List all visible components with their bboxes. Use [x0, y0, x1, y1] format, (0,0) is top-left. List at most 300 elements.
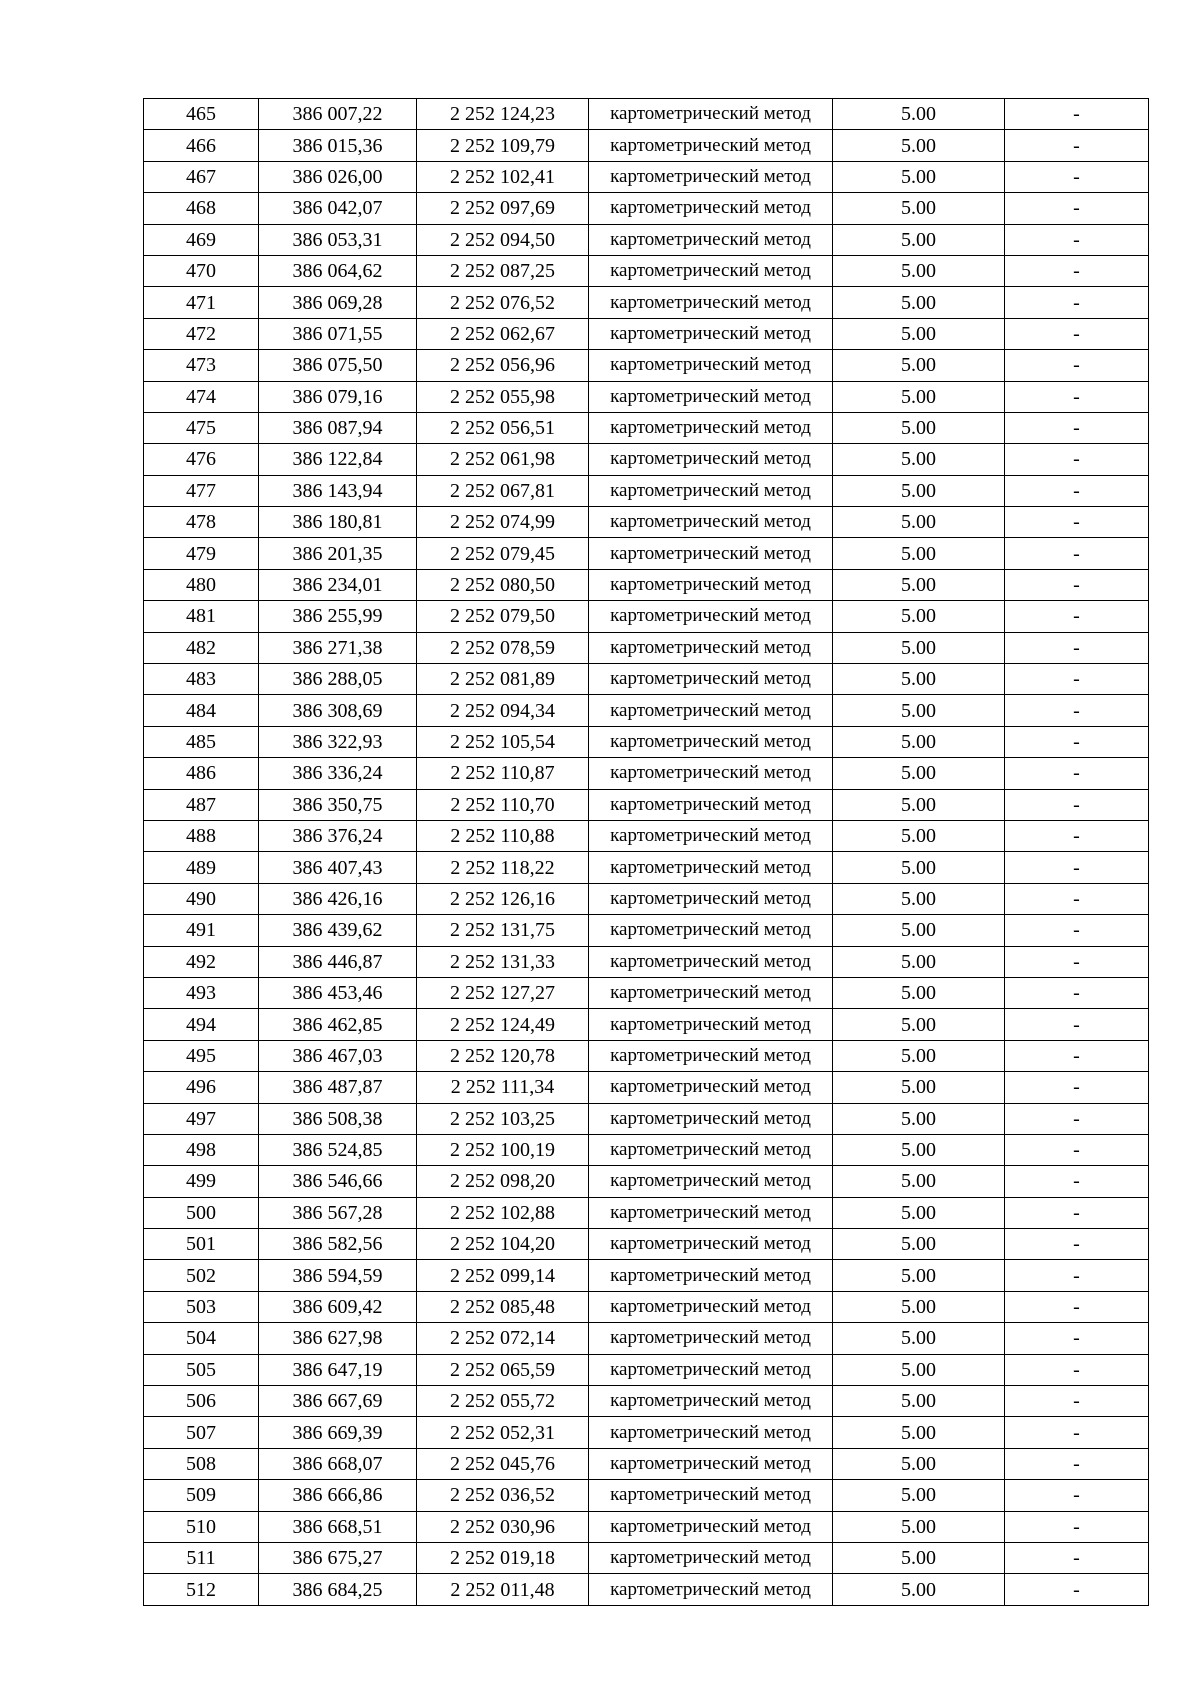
- y-coordinate-cell: 2 252 079,45: [417, 538, 589, 569]
- note-cell: -: [1005, 381, 1149, 412]
- method-cell: картометрический метод: [589, 664, 833, 695]
- method-cell: картометрический метод: [589, 977, 833, 1008]
- note-cell: -: [1005, 1260, 1149, 1291]
- y-coordinate-cell: 2 252 045,76: [417, 1448, 589, 1479]
- point-number-cell: 490: [144, 883, 259, 914]
- table-row: [144, 820, 1149, 851]
- point-number-cell: 485: [144, 726, 259, 757]
- accuracy-cell: 5.00: [833, 538, 1005, 569]
- method-cell: картометрический метод: [589, 1040, 833, 1071]
- y-coordinate-cell: 2 252 030,96: [417, 1511, 589, 1542]
- table-row: [144, 1354, 1149, 1385]
- method-cell: картометрический метод: [589, 318, 833, 349]
- point-number-cell: 504: [144, 1323, 259, 1354]
- x-coordinate-cell: 386 079,16: [259, 381, 417, 412]
- y-coordinate-cell: 2 252 056,51: [417, 412, 589, 443]
- x-coordinate-cell: 386 053,31: [259, 224, 417, 255]
- table-row: [144, 1260, 1149, 1291]
- table-row: [144, 1134, 1149, 1165]
- note-cell: -: [1005, 726, 1149, 757]
- accuracy-cell: 5.00: [833, 758, 1005, 789]
- table-row: [144, 726, 1149, 757]
- y-coordinate-cell: 2 252 052,31: [417, 1417, 589, 1448]
- y-coordinate-cell: 2 252 079,50: [417, 601, 589, 632]
- method-cell: картометрический метод: [589, 1511, 833, 1542]
- table-row: [144, 381, 1149, 412]
- method-cell: картометрический метод: [589, 507, 833, 538]
- x-coordinate-cell: 386 546,66: [259, 1166, 417, 1197]
- x-coordinate-cell: 386 143,94: [259, 475, 417, 506]
- y-coordinate-cell: 2 252 062,67: [417, 318, 589, 349]
- table-row: [144, 1009, 1149, 1040]
- point-number-cell: 468: [144, 193, 259, 224]
- point-number-cell: 507: [144, 1417, 259, 1448]
- accuracy-cell: 5.00: [833, 1197, 1005, 1228]
- note-cell: -: [1005, 1229, 1149, 1260]
- method-cell: картометрический метод: [589, 915, 833, 946]
- x-coordinate-cell: 386 026,00: [259, 161, 417, 192]
- x-coordinate-cell: 386 255,99: [259, 601, 417, 632]
- note-cell: -: [1005, 789, 1149, 820]
- coordinates-table: [143, 98, 1149, 1606]
- method-cell: картометрический метод: [589, 1103, 833, 1134]
- accuracy-cell: 5.00: [833, 99, 1005, 130]
- note-cell: -: [1005, 412, 1149, 443]
- y-coordinate-cell: 2 252 126,16: [417, 883, 589, 914]
- table-row: [144, 130, 1149, 161]
- y-coordinate-cell: 2 252 104,20: [417, 1229, 589, 1260]
- y-coordinate-cell: 2 252 061,98: [417, 444, 589, 475]
- table-row: [144, 1574, 1149, 1605]
- point-number-cell: 496: [144, 1072, 259, 1103]
- y-coordinate-cell: 2 252 094,50: [417, 224, 589, 255]
- note-cell: -: [1005, 1040, 1149, 1071]
- x-coordinate-cell: 386 647,19: [259, 1354, 417, 1385]
- x-coordinate-cell: 386 668,51: [259, 1511, 417, 1542]
- accuracy-cell: 5.00: [833, 569, 1005, 600]
- point-number-cell: 486: [144, 758, 259, 789]
- accuracy-cell: 5.00: [833, 1260, 1005, 1291]
- x-coordinate-cell: 386 064,62: [259, 255, 417, 286]
- note-cell: -: [1005, 1574, 1149, 1605]
- x-coordinate-cell: 386 508,38: [259, 1103, 417, 1134]
- note-cell: -: [1005, 915, 1149, 946]
- accuracy-cell: 5.00: [833, 1166, 1005, 1197]
- y-coordinate-cell: 2 252 131,75: [417, 915, 589, 946]
- point-number-cell: 470: [144, 255, 259, 286]
- method-cell: картометрический метод: [589, 883, 833, 914]
- x-coordinate-cell: 386 594,59: [259, 1260, 417, 1291]
- x-coordinate-cell: 386 234,01: [259, 569, 417, 600]
- point-number-cell: 469: [144, 224, 259, 255]
- point-number-cell: 510: [144, 1511, 259, 1542]
- y-coordinate-cell: 2 252 087,25: [417, 255, 589, 286]
- x-coordinate-cell: 386 487,87: [259, 1072, 417, 1103]
- method-cell: картометрический метод: [589, 1417, 833, 1448]
- x-coordinate-cell: 386 666,86: [259, 1480, 417, 1511]
- note-cell: -: [1005, 475, 1149, 506]
- x-coordinate-cell: 386 042,07: [259, 193, 417, 224]
- table-row: [144, 1323, 1149, 1354]
- point-number-cell: 488: [144, 820, 259, 851]
- x-coordinate-cell: 386 122,84: [259, 444, 417, 475]
- note-cell: -: [1005, 1166, 1149, 1197]
- y-coordinate-cell: 2 252 065,59: [417, 1354, 589, 1385]
- x-coordinate-cell: 386 609,42: [259, 1291, 417, 1322]
- accuracy-cell: 5.00: [833, 1040, 1005, 1071]
- table-row: [144, 1229, 1149, 1260]
- x-coordinate-cell: 386 453,46: [259, 977, 417, 1008]
- table-row: [144, 224, 1149, 255]
- note-cell: -: [1005, 193, 1149, 224]
- point-number-cell: 506: [144, 1386, 259, 1417]
- accuracy-cell: 5.00: [833, 161, 1005, 192]
- x-coordinate-cell: 386 439,62: [259, 915, 417, 946]
- x-coordinate-cell: 386 669,39: [259, 1417, 417, 1448]
- x-coordinate-cell: 386 288,05: [259, 664, 417, 695]
- y-coordinate-cell: 2 252 124,23: [417, 99, 589, 130]
- point-number-cell: 505: [144, 1354, 259, 1385]
- y-coordinate-cell: 2 252 109,79: [417, 130, 589, 161]
- table-row: [144, 193, 1149, 224]
- table-row: [144, 287, 1149, 318]
- accuracy-cell: 5.00: [833, 193, 1005, 224]
- note-cell: -: [1005, 161, 1149, 192]
- accuracy-cell: 5.00: [833, 632, 1005, 663]
- table-row: [144, 632, 1149, 663]
- method-cell: картометрический метод: [589, 758, 833, 789]
- point-number-cell: 484: [144, 695, 259, 726]
- accuracy-cell: 5.00: [833, 820, 1005, 851]
- table-row: [144, 1040, 1149, 1071]
- x-coordinate-cell: 386 350,75: [259, 789, 417, 820]
- point-number-cell: 465: [144, 99, 259, 130]
- point-number-cell: 479: [144, 538, 259, 569]
- accuracy-cell: 5.00: [833, 1354, 1005, 1385]
- y-coordinate-cell: 2 252 055,72: [417, 1386, 589, 1417]
- accuracy-cell: 5.00: [833, 1511, 1005, 1542]
- point-number-cell: 480: [144, 569, 259, 600]
- note-cell: -: [1005, 99, 1149, 130]
- note-cell: -: [1005, 852, 1149, 883]
- table-row: [144, 946, 1149, 977]
- note-cell: -: [1005, 946, 1149, 977]
- x-coordinate-cell: 386 582,56: [259, 1229, 417, 1260]
- x-coordinate-cell: 386 180,81: [259, 507, 417, 538]
- method-cell: картометрический метод: [589, 1323, 833, 1354]
- x-coordinate-cell: 386 667,69: [259, 1386, 417, 1417]
- table-row: [144, 412, 1149, 443]
- point-number-cell: 500: [144, 1197, 259, 1228]
- note-cell: -: [1005, 1448, 1149, 1479]
- method-cell: картометрический метод: [589, 538, 833, 569]
- note-cell: -: [1005, 1480, 1149, 1511]
- note-cell: -: [1005, 1511, 1149, 1542]
- x-coordinate-cell: 386 071,55: [259, 318, 417, 349]
- table-row: [144, 569, 1149, 600]
- accuracy-cell: 5.00: [833, 255, 1005, 286]
- y-coordinate-cell: 2 252 085,48: [417, 1291, 589, 1322]
- y-coordinate-cell: 2 252 110,70: [417, 789, 589, 820]
- x-coordinate-cell: 386 201,35: [259, 538, 417, 569]
- accuracy-cell: 5.00: [833, 664, 1005, 695]
- note-cell: -: [1005, 758, 1149, 789]
- point-number-cell: 487: [144, 789, 259, 820]
- y-coordinate-cell: 2 252 099,14: [417, 1260, 589, 1291]
- x-coordinate-cell: 386 675,27: [259, 1542, 417, 1573]
- table-row: [144, 664, 1149, 695]
- point-number-cell: 499: [144, 1166, 259, 1197]
- point-number-cell: 483: [144, 664, 259, 695]
- note-cell: -: [1005, 538, 1149, 569]
- accuracy-cell: 5.00: [833, 1386, 1005, 1417]
- point-number-cell: 492: [144, 946, 259, 977]
- note-cell: -: [1005, 224, 1149, 255]
- note-cell: -: [1005, 130, 1149, 161]
- method-cell: картометрический метод: [589, 789, 833, 820]
- method-cell: картометрический метод: [589, 1542, 833, 1573]
- point-number-cell: 495: [144, 1040, 259, 1071]
- note-cell: -: [1005, 1386, 1149, 1417]
- table-row: [144, 161, 1149, 192]
- table-row: [144, 507, 1149, 538]
- point-number-cell: 489: [144, 852, 259, 883]
- method-cell: картометрический метод: [589, 224, 833, 255]
- note-cell: -: [1005, 255, 1149, 286]
- x-coordinate-cell: 386 336,24: [259, 758, 417, 789]
- table-row: [144, 255, 1149, 286]
- method-cell: картометрический метод: [589, 1009, 833, 1040]
- table-row: [144, 1511, 1149, 1542]
- method-cell: картометрический метод: [589, 287, 833, 318]
- point-number-cell: 498: [144, 1134, 259, 1165]
- table-row: [144, 695, 1149, 726]
- point-number-cell: 466: [144, 130, 259, 161]
- accuracy-cell: 5.00: [833, 852, 1005, 883]
- note-cell: -: [1005, 883, 1149, 914]
- method-cell: картометрический метод: [589, 1480, 833, 1511]
- table-row: [144, 1197, 1149, 1228]
- note-cell: -: [1005, 350, 1149, 381]
- table-row: [144, 977, 1149, 1008]
- table-row: [144, 475, 1149, 506]
- note-cell: -: [1005, 1197, 1149, 1228]
- method-cell: картометрический метод: [589, 1448, 833, 1479]
- accuracy-cell: 5.00: [833, 946, 1005, 977]
- table-row: [144, 758, 1149, 789]
- method-cell: картометрический метод: [589, 601, 833, 632]
- table-row: [144, 1542, 1149, 1573]
- note-cell: -: [1005, 820, 1149, 851]
- table-row: [144, 1417, 1149, 1448]
- accuracy-cell: 5.00: [833, 287, 1005, 318]
- note-cell: -: [1005, 695, 1149, 726]
- accuracy-cell: 5.00: [833, 1072, 1005, 1103]
- table-row: [144, 1103, 1149, 1134]
- note-cell: -: [1005, 601, 1149, 632]
- method-cell: картометрический метод: [589, 1354, 833, 1385]
- y-coordinate-cell: 2 252 072,14: [417, 1323, 589, 1354]
- y-coordinate-cell: 2 252 110,88: [417, 820, 589, 851]
- y-coordinate-cell: 2 252 076,52: [417, 287, 589, 318]
- method-cell: картометрический метод: [589, 161, 833, 192]
- point-number-cell: 478: [144, 507, 259, 538]
- point-number-cell: 493: [144, 977, 259, 1008]
- y-coordinate-cell: 2 252 103,25: [417, 1103, 589, 1134]
- y-coordinate-cell: 2 252 094,34: [417, 695, 589, 726]
- x-coordinate-cell: 386 446,87: [259, 946, 417, 977]
- point-number-cell: 477: [144, 475, 259, 506]
- method-cell: картометрический метод: [589, 820, 833, 851]
- accuracy-cell: 5.00: [833, 1323, 1005, 1354]
- y-coordinate-cell: 2 252 131,33: [417, 946, 589, 977]
- method-cell: картометрический метод: [589, 99, 833, 130]
- table-row: [144, 789, 1149, 820]
- accuracy-cell: 5.00: [833, 318, 1005, 349]
- method-cell: картометрический метод: [589, 852, 833, 883]
- method-cell: картометрический метод: [589, 1134, 833, 1165]
- accuracy-cell: 5.00: [833, 224, 1005, 255]
- accuracy-cell: 5.00: [833, 695, 1005, 726]
- note-cell: -: [1005, 1134, 1149, 1165]
- accuracy-cell: 5.00: [833, 1542, 1005, 1573]
- y-coordinate-cell: 2 252 081,89: [417, 664, 589, 695]
- note-cell: -: [1005, 287, 1149, 318]
- method-cell: картометрический метод: [589, 1166, 833, 1197]
- point-number-cell: 509: [144, 1480, 259, 1511]
- table-row: [144, 444, 1149, 475]
- note-cell: -: [1005, 569, 1149, 600]
- note-cell: -: [1005, 1542, 1149, 1573]
- point-number-cell: 473: [144, 350, 259, 381]
- accuracy-cell: 5.00: [833, 1417, 1005, 1448]
- method-cell: картометрический метод: [589, 444, 833, 475]
- table-row: [144, 538, 1149, 569]
- y-coordinate-cell: 2 252 118,22: [417, 852, 589, 883]
- x-coordinate-cell: 386 007,22: [259, 99, 417, 130]
- table-row: [144, 1072, 1149, 1103]
- note-cell: -: [1005, 507, 1149, 538]
- accuracy-cell: 5.00: [833, 1291, 1005, 1322]
- point-number-cell: 508: [144, 1448, 259, 1479]
- table-row: [144, 601, 1149, 632]
- note-cell: -: [1005, 1103, 1149, 1134]
- point-number-cell: 512: [144, 1574, 259, 1605]
- method-cell: картометрический метод: [589, 412, 833, 443]
- point-number-cell: 503: [144, 1291, 259, 1322]
- note-cell: -: [1005, 632, 1149, 663]
- y-coordinate-cell: 2 252 111,34: [417, 1072, 589, 1103]
- accuracy-cell: 5.00: [833, 1448, 1005, 1479]
- method-cell: картометрический метод: [589, 946, 833, 977]
- accuracy-cell: 5.00: [833, 1480, 1005, 1511]
- point-number-cell: 467: [144, 161, 259, 192]
- table-row: [144, 350, 1149, 381]
- accuracy-cell: 5.00: [833, 1103, 1005, 1134]
- note-cell: -: [1005, 1009, 1149, 1040]
- x-coordinate-cell: 386 376,24: [259, 820, 417, 851]
- y-coordinate-cell: 2 252 100,19: [417, 1134, 589, 1165]
- method-cell: картометрический метод: [589, 1229, 833, 1260]
- method-cell: картометрический метод: [589, 1386, 833, 1417]
- method-cell: картометрический метод: [589, 381, 833, 412]
- method-cell: картометрический метод: [589, 350, 833, 381]
- accuracy-cell: 5.00: [833, 444, 1005, 475]
- point-number-cell: 481: [144, 601, 259, 632]
- x-coordinate-cell: 386 462,85: [259, 1009, 417, 1040]
- accuracy-cell: 5.00: [833, 977, 1005, 1008]
- y-coordinate-cell: 2 252 011,48: [417, 1574, 589, 1605]
- table-row: [144, 852, 1149, 883]
- accuracy-cell: 5.00: [833, 789, 1005, 820]
- point-number-cell: 474: [144, 381, 259, 412]
- table-row: [144, 883, 1149, 914]
- point-number-cell: 472: [144, 318, 259, 349]
- method-cell: картометрический метод: [589, 695, 833, 726]
- y-coordinate-cell: 2 252 120,78: [417, 1040, 589, 1071]
- x-coordinate-cell: 386 684,25: [259, 1574, 417, 1605]
- method-cell: картометрический метод: [589, 569, 833, 600]
- y-coordinate-cell: 2 252 110,87: [417, 758, 589, 789]
- accuracy-cell: 5.00: [833, 381, 1005, 412]
- coordinates-table-body: [144, 99, 1149, 1606]
- note-cell: -: [1005, 1417, 1149, 1448]
- accuracy-cell: 5.00: [833, 1574, 1005, 1605]
- y-coordinate-cell: 2 252 105,54: [417, 726, 589, 757]
- y-coordinate-cell: 2 252 097,69: [417, 193, 589, 224]
- table-row: [144, 1166, 1149, 1197]
- x-coordinate-cell: 386 407,43: [259, 852, 417, 883]
- method-cell: картометрический метод: [589, 130, 833, 161]
- x-coordinate-cell: 386 668,07: [259, 1448, 417, 1479]
- point-number-cell: 471: [144, 287, 259, 318]
- y-coordinate-cell: 2 252 078,59: [417, 632, 589, 663]
- method-cell: картометрический метод: [589, 193, 833, 224]
- note-cell: -: [1005, 977, 1149, 1008]
- y-coordinate-cell: 2 252 036,52: [417, 1480, 589, 1511]
- method-cell: картометрический метод: [589, 1197, 833, 1228]
- accuracy-cell: 5.00: [833, 475, 1005, 506]
- accuracy-cell: 5.00: [833, 1134, 1005, 1165]
- x-coordinate-cell: 386 467,03: [259, 1040, 417, 1071]
- accuracy-cell: 5.00: [833, 1229, 1005, 1260]
- x-coordinate-cell: 386 075,50: [259, 350, 417, 381]
- note-cell: -: [1005, 1323, 1149, 1354]
- x-coordinate-cell: 386 069,28: [259, 287, 417, 318]
- table-row: [144, 1291, 1149, 1322]
- x-coordinate-cell: 386 015,36: [259, 130, 417, 161]
- x-coordinate-cell: 386 426,16: [259, 883, 417, 914]
- note-cell: -: [1005, 664, 1149, 695]
- point-number-cell: 501: [144, 1229, 259, 1260]
- note-cell: -: [1005, 1354, 1149, 1385]
- method-cell: картометрический метод: [589, 475, 833, 506]
- y-coordinate-cell: 2 252 124,49: [417, 1009, 589, 1040]
- y-coordinate-cell: 2 252 102,41: [417, 161, 589, 192]
- y-coordinate-cell: 2 252 055,98: [417, 381, 589, 412]
- accuracy-cell: 5.00: [833, 915, 1005, 946]
- method-cell: картометрический метод: [589, 632, 833, 663]
- table-row: [144, 1448, 1149, 1479]
- point-number-cell: 494: [144, 1009, 259, 1040]
- table-row: [144, 1386, 1149, 1417]
- accuracy-cell: 5.00: [833, 130, 1005, 161]
- y-coordinate-cell: 2 252 056,96: [417, 350, 589, 381]
- accuracy-cell: 5.00: [833, 601, 1005, 632]
- x-coordinate-cell: 386 627,98: [259, 1323, 417, 1354]
- point-number-cell: 476: [144, 444, 259, 475]
- accuracy-cell: 5.00: [833, 726, 1005, 757]
